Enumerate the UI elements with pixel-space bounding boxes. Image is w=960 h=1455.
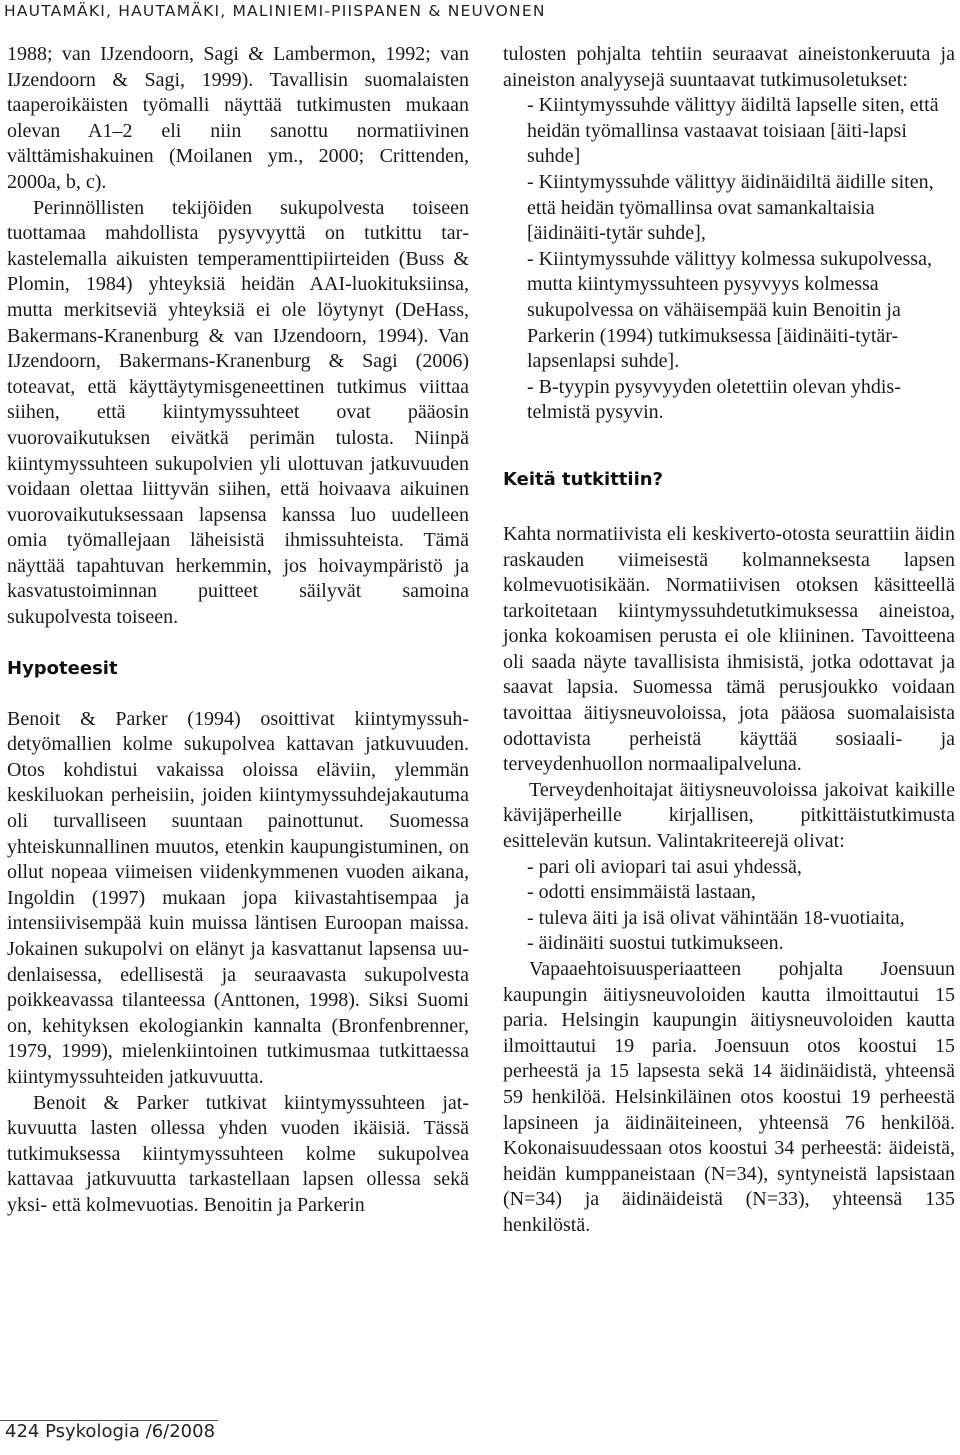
list-item: - B-tyypin pysyvyyden oletettiin olevan yhdistelmistä pysyvin. bbox=[527, 375, 901, 424]
left-paragraph-2: Perinnöllisten tekijöiden sukupolvesta toiseen tuottamaa mahdollista pysyvyyttä on tutkittu tarkastelemalla aikuisten temperamenttipiirteiden (Buss & Plomin, 1984) yhteyksiä heidän AAI-luokituksiinsa, mutta merkitseviä yhteyksiä ei ole löytynyt (DeHass, Bakermans-Kranenburg & van IJzendoorn, 1994). Van IJzendoorn, Bakermans-Kranenburg & Sagi (2006) toteavat, että käyttäytymisgeneettinen tutkimus viittaa siihen, että kiintymyssuhteet ovat pääosin vuorovaikutuksen eivätkä perimän tulosta. Niinpä kiintymyssuhteen sukupolvien yli ulottuvan jatkuvuuden voidaan olettaa liittyvän siihen, että hoivaava aikuinen vuorovaikutuksessaan lapsensa kanssa luo uudelleen omia työmallejaan läheisistä ihmissuhteista. Tämä näyttää tapahtuvan herkemmin, jos hoivaympäristö ja kasvatustoiminnan puitteet säilyvät samoina sukupolvesta toiseen. bbox=[7, 196, 469, 629]
hypotheses-list bbox=[503, 93, 955, 426]
list-item: - Kiintymyssuhde välittyy äidinäidiltä äidille siten, että heidän työmallinsa ovat samankaltaisia [äidinäiti-tytär suhde], bbox=[527, 170, 934, 245]
right-paragraph-3: Terveydenhoitajat äitiysneuvoloissa jakoivat kaikille kävijäperheille kirjallisen, pitkittäistutkimusta esittelevän kutsun. Valintakriteerejä olivat: bbox=[503, 778, 955, 853]
running-head: HAUTAMÄKI, HAUTAMÄKI, MALINIEMI-PIISPANEN & NEUVONEN bbox=[4, 2, 546, 20]
right-paragraph-4: Vapaaehtoisuusperiaatteen pohjalta Joensuun kaupungin äitiysneuvoloiden kautta ilmoittautui 15 paria. Helsingin kaupungin äitiysneuvoloiden kautta ilmoittautui 19 paria. Joensuun otos koostui 15 perheestä ja 15 lapsesta sekä 14 äidinäidistä, yhteensä 59 henkilöä. Helsinkiläinen otos koostui 19 perheestä lapsineen ja äidinäiteineen, yhteensä 76 henkilöä. Kokonaisuudessaan otos koostui 34 perheestä: äideistä, heidän kumppaneistaan (N=34), syntyneistä lapsistaan (N=34) ja äidinäideistä (N=33), yhteensä 135 henkilöstä. bbox=[503, 958, 955, 1236]
right-column bbox=[503, 42, 955, 1239]
left-paragraph-1: 1988; van IJzendoorn, Sagi & Lambermon, 1992; van IJzendoorn & Sagi, 1999). Tavallisin suomalaisten taaperoikäisten työmalli näyttää tutkimusten mukaan olevan A1–2 eli niin sanottu normatiivinen välttämishakuinen (Moilanen ym., 2000; Crittenden, 2000a, b, c). bbox=[7, 43, 469, 193]
list-item: - Kiintymyssuhde välittyy kolmessa sukupolvessa, mutta kiintymyssuhteen pysyvyys kolmessa sukupolvessa on vähäisempää kuin Benoitin ja Parkerin (1994) tutkimuksessa [äidinäiti-tytär-lapsenlapsi suhde]. bbox=[527, 247, 932, 373]
page-footer: 424 Psykologia /6/2008 bbox=[5, 1421, 216, 1442]
left-paragraph-3: Benoit & Parker (1994) osoittivat kiintymyssuhdetyömallien kolme sukupolvea kattavan jatkuvuuden. Otos kohdistui vakaissa oloissa eläviin, ylemmän keskiluokan perheisiin, joiden kiintymyssuhdejakautuma oli turvalliseen suuntaan painottunut. Suomessa yhteiskunnallinen muutos, etenkin kaupungistuminen, on ollut nopeaa viimeisen viidenkymmenen vuoden aikana, Ingoldin (1997) mukaan jopa kiivastahtisempaa ja intensiivisempää kuin muissa läntisen Euroopan maissa. Jokainen sukupolvi on elänyt ja kasvattanut lapsensa uudenlaisessa, edellisestä ja seuraavasta sukupolvesta poikkeavassa tilanteessa (Anttonen, 1998). Siksi Suomi on, kehityksen ekologiankin kannalta (Bronfenbrenner, 1979, 1999), mielenkiintoinen tutkimusmaa tutkittaessa kiintymyssuhteiden jatkuvuutta. bbox=[7, 707, 469, 1088]
list-item: - odotti ensimmäistä lastaan, bbox=[527, 881, 756, 904]
section-heading-hypoteesit: Hypoteesit bbox=[7, 657, 118, 679]
list-item: - tuleva äiti ja isä olivat vähintään 18-vuotiaita, bbox=[527, 906, 905, 929]
left-paragraph-4: Benoit & Parker tutkivat kiintymyssuhteen jatkuvuutta lasten ollessa yhden vuoden ikäisiä. Tässä tutkimuksessa kiintymyssuhteen kolme sukupolvea kattavaa jatkuvuutta tarkastellaan lapsen ollessa sekä yksi- että kolmevuotias. Benoitin ja Parkerin bbox=[7, 1091, 469, 1216]
list-item: - äidinäiti suostui tutkimukseen. bbox=[527, 932, 784, 955]
list-item: - pari oli aviopari tai asui yhdessä, bbox=[527, 855, 802, 878]
criteria-list bbox=[503, 855, 955, 957]
right-paragraph-2: Kahta normatiivista eli keskiverto-otosta seurattiin äidin raskauden viimeisestä kolmanneksesta lapsen kolmevuotisikään. Normatiivisen otoksen käsitteellä tarkoitetaan kiintymyssuhdetutkimuksessa aineistoa, jonka kokoamisen perusta ei ole kliininen. Tavoitteena oli saada näyte tavallisista ihmisistä, jotka odottavat ja saavat lapsia. Suomessa tämä perusjoukko voidaan tavoittaa äitiysneuvoloissa, jota pääosa suomalaisista odottavista perheistä käyttää sosiaali- ja terveydenhuollon normaalipalveluna. bbox=[503, 522, 955, 776]
left-column bbox=[7, 42, 469, 1219]
section-heading-keita-tutkittiin: Keitä tutkittiin? bbox=[503, 468, 663, 490]
right-paragraph-1: tulosten pohjalta tehtiin seuraavat aineistonkeruuta ja aineiston analyysejä suuntaavat tutkimusoletukset: bbox=[503, 43, 955, 91]
list-item: - Kiintymyssuhde välittyy äidiltä lapselle siten, että heidän työmallinsa vastaavat toisiaan [äiti-lapsi suhde] bbox=[527, 94, 939, 168]
